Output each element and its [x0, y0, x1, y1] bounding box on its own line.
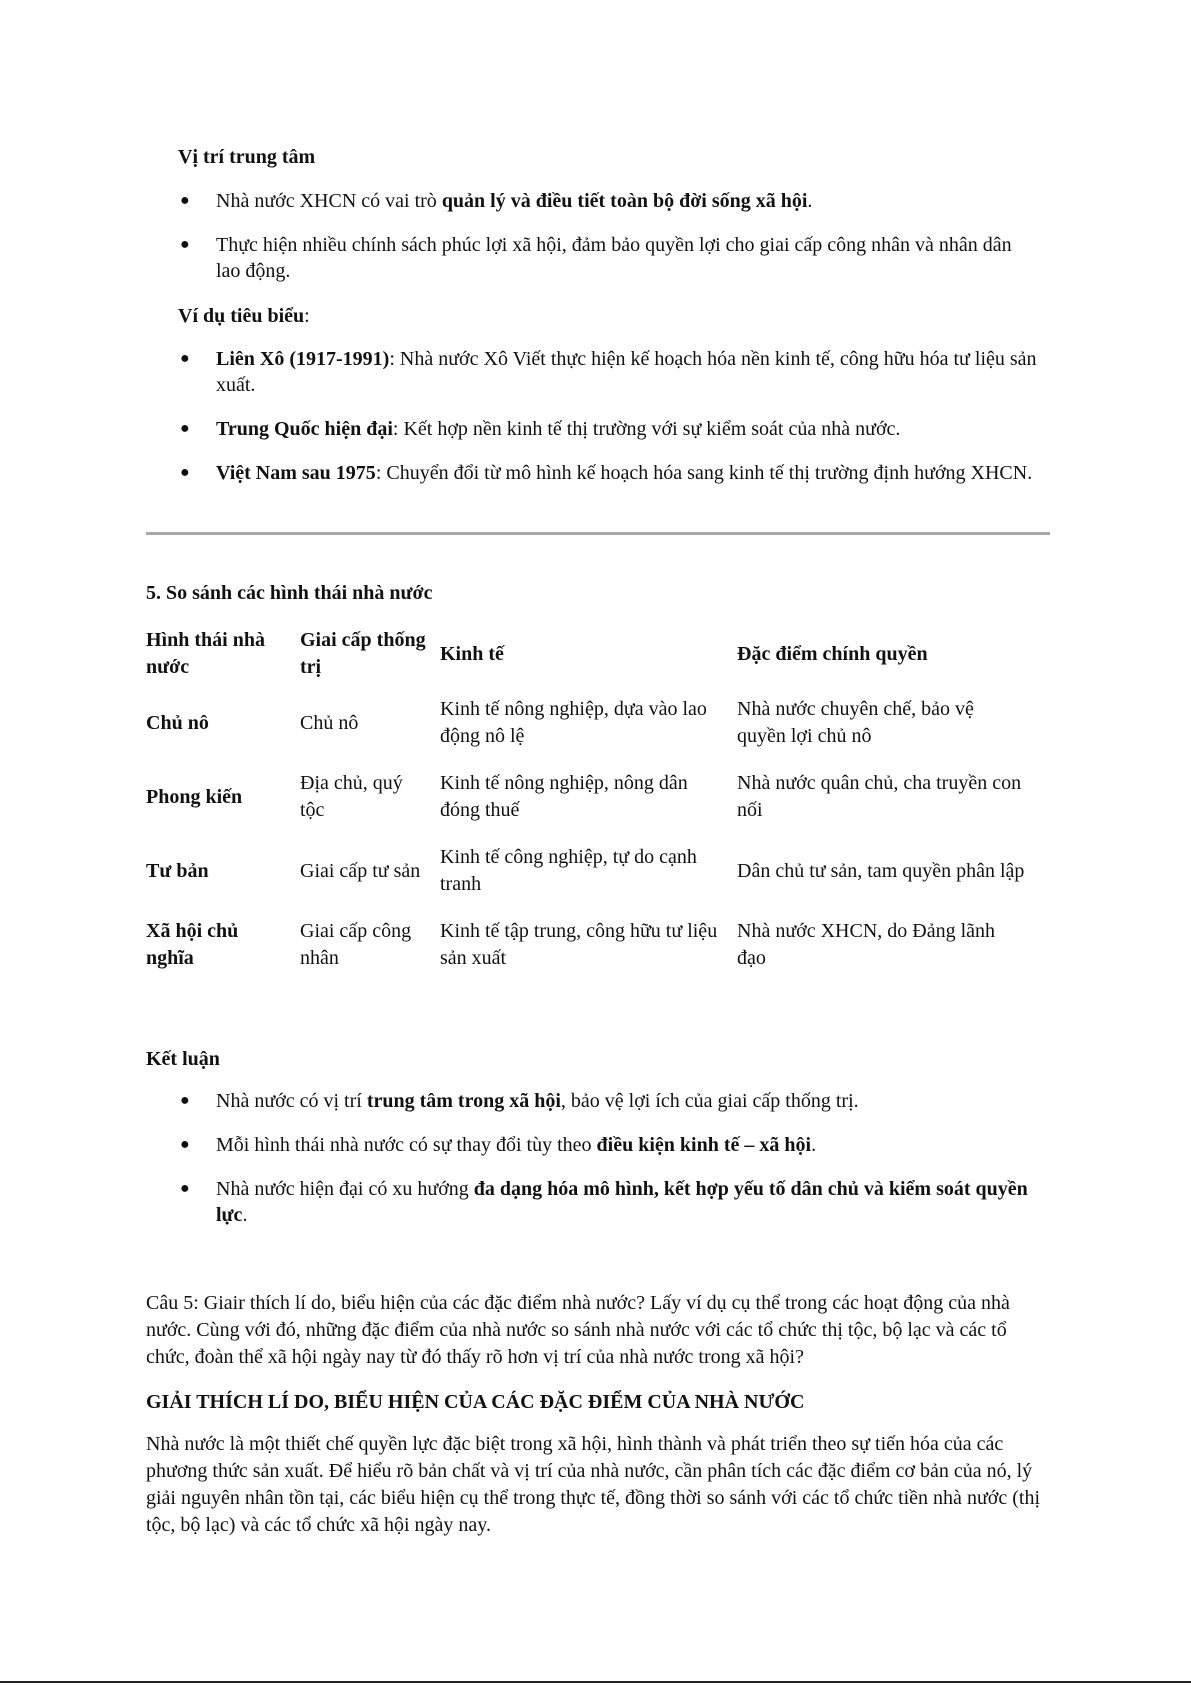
bullet-icon: ●: [180, 464, 190, 481]
table-cell: Chủ nô: [300, 711, 359, 734]
list-item: ● Mỗi hình thái nhà nước có sự thay đổi tùy theo điều kiện kinh tế – xã hội.: [180, 1134, 817, 1156]
table-cell: Địa chủ, quý tộc: [300, 772, 403, 821]
table-cell: Xã hội chủ nghĩa: [146, 920, 239, 969]
table-cell: Chủ nô: [146, 711, 209, 734]
explanation-heading: GIẢI THÍCH LÍ DO, BIỂU HIỆN CỦA CÁC ĐẶC ĐIỂM CỦA NHÀ NƯỚC: [146, 1391, 805, 1413]
bullet-icon: ●: [180, 236, 190, 253]
table-cell: Kinh tế nông nghiệp, dựa vào lao động nô lệ: [440, 698, 707, 747]
bullet-icon: ●: [180, 1136, 190, 1153]
list-item: ● Nhà nước hiện đại có xu hướng đa dạng hóa mô hình, kết hợp yếu tố dân chủ và kiểm soát quyền lực.: [180, 1178, 1028, 1226]
conclusion-heading: Kết luận: [146, 1048, 220, 1070]
table-cell: Giai cấp công nhân: [300, 920, 412, 969]
comparison-table: [140, 622, 1031, 982]
table-cell: Tư bản: [146, 859, 209, 882]
column-header: Hình thái nhà nước: [146, 629, 265, 678]
question-paragraph: Câu 5: Giair thích lí do, biểu hiện của các đặc điểm nhà nước? Lấy ví dụ cụ thể trong các hoạt động của nhà nước. Cùng với đó, những đặc điểm của nhà nước so sánh nhà nước với các tổ chức thị tộc, bộ lạc và các tổ chức, đoàn thể xã hội ngày nay từ đó thấy rõ hơn vị trí của nhà nước trong xã hội?: [146, 1292, 1010, 1368]
examples-heading: Ví dụ tiêu biểu:: [178, 305, 310, 327]
bullet-icon: ●: [180, 192, 190, 209]
conclusion-list: [180, 1088, 1060, 1246]
comparison-title: 5. So sánh các hình thái nhà nước: [146, 582, 433, 604]
bullet-icon: ●: [180, 350, 190, 367]
table-cell: Kinh tế nông nghiệp, nông dân đóng thuế: [440, 772, 688, 821]
table-cell: Giai cấp tư sản: [300, 859, 421, 882]
table-header-row: [140, 622, 1031, 686]
examples-list: [180, 346, 1060, 504]
page-bottom-border: [0, 1681, 1191, 1683]
table-row: [140, 908, 1031, 982]
table-cell: Nhà nước chuyên chế, bảo vệ quyền lợi chủ nô: [737, 698, 974, 747]
column-header: Giai cấp thống trị: [300, 629, 426, 678]
central-position-heading: Vị trí trung tâm: [178, 146, 316, 168]
list-item: ● Việt Nam sau 1975: Chuyển đổi từ mô hình kế hoạch hóa sang kinh tế thị trường định hướng XHCN.: [180, 462, 1033, 484]
bullet-icon: ●: [180, 1092, 190, 1109]
table-cell: Kinh tế tập trung, công hữu tư liệu sản xuất: [440, 920, 718, 969]
bullet-icon: ●: [180, 420, 190, 437]
central-position-list: [180, 188, 1060, 302]
explanation-paragraph: Nhà nước là một thiết chế quyền lực đặc biệt trong xã hội, hình thành và phát triển theo sự tiến hóa của các phương thức sản xuất. Để hiểu rõ bản chất và vị trí của nhà nước, cần phân tích các đặc điểm cơ bản của nó, lý giải nguyên nhân tồn tại, các biểu hiện cụ thể trong thực tế, đồng thời so sánh với các tổ chức tiền nhà nước (thị tộc, bộ lạc) và các tổ chức xã hội ngày nay.: [146, 1433, 1041, 1536]
column-header: Đặc điểm chính quyền: [737, 642, 928, 665]
table-cell: Nhà nước quân chủ, cha truyền con nối: [737, 772, 1022, 821]
list-item: ● Thực hiện nhiều chính sách phúc lợi xã hội, đảm bảo quyền lợi cho giai cấp công nhân và nhân dân lao động.: [180, 234, 1012, 282]
bullet-icon: ●: [180, 1180, 190, 1197]
table-row: [140, 834, 1031, 908]
table-row: [140, 686, 1031, 760]
list-item: ● Trung Quốc hiện đại: Kết hợp nền kinh tế thị trường với sự kiểm soát của nhà nước.: [180, 418, 901, 440]
list-item: ● Liên Xô (1917-1991): Nhà nước Xô Viết thực hiện kế hoạch hóa nền kinh tế, công hữu hóa tư liệu sản xuất.: [180, 348, 1037, 396]
list-item: ● Nhà nước có vị trí trung tâm trong xã hội, bảo vệ lợi ích của giai cấp thống trị.: [180, 1090, 859, 1112]
table-cell: Kinh tế công nghiệp, tự do cạnh tranh: [440, 846, 697, 895]
table-cell: Dân chủ tư sản, tam quyền phân lập: [737, 859, 1025, 882]
horizontal-divider: [146, 532, 1050, 535]
list-item: ● Nhà nước XHCN có vai trò quản lý và điều tiết toàn bộ đời sống xã hội.: [180, 190, 813, 212]
column-header: Kinh tế: [440, 642, 504, 665]
table-cell: Phong kiến: [146, 785, 243, 808]
table-cell: Nhà nước XHCN, do Đảng lãnh đạo: [737, 920, 996, 969]
table-row: [140, 760, 1031, 834]
